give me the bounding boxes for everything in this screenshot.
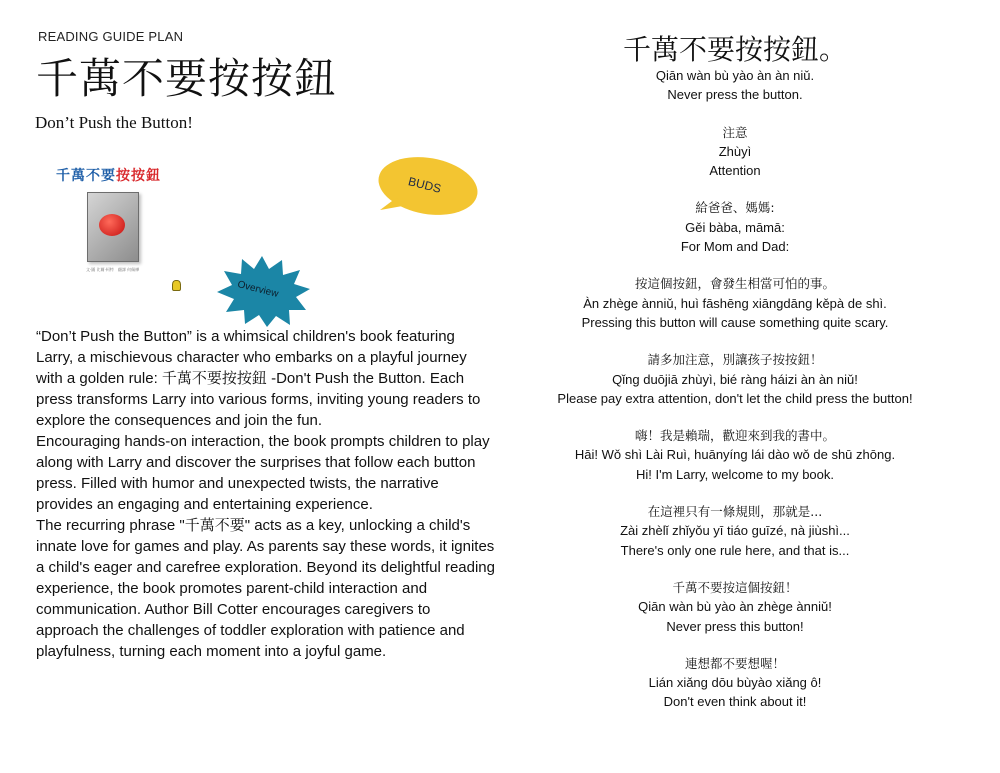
phrase-pinyin: Qiān wàn bù yào àn zhège ànniǔ!	[638, 599, 832, 615]
phrase-pinyin: Àn zhège ànniǔ, huì fāshēng xiāngdāng kěpà de shì.	[583, 295, 887, 311]
larry-figure-icon	[172, 280, 181, 291]
buds-label: BUDS	[406, 174, 443, 196]
phrase-pinyin: Qiān wàn bù yào àn àn niǔ.	[655, 68, 815, 83]
overview-body	[36, 326, 496, 662]
cover-credits: 文‧圖 比爾‧柯特 翻譯 何佩樺	[86, 267, 140, 272]
cover-title	[56, 165, 161, 185]
phrase-chinese: 在這裡只有一條規則，那就是...	[647, 504, 823, 520]
overview-paragraph-2: Encouraging hands-on interaction, the book prompts children to play along with Larry and discover the surprises that follow each button press. Filled with humor and unexpected twists, the narrative provides an engaging and entertaining experience.	[36, 433, 490, 513]
phrase-pinyin: Zài zhèlǐ zhǐyǒu yī tiáo guīzé, nà jiùshì...	[620, 523, 850, 539]
phrase-stanza	[530, 502, 940, 560]
phrase-stanza	[530, 350, 940, 408]
phrase-chinese: 給爸爸、媽媽:	[695, 200, 775, 216]
phrase-pinyin: Hāi! Wǒ shì Lài Ruì, huānyíng lái dào wǒ de shū zhōng.	[574, 447, 896, 463]
cover-title-blue: 千萬不要	[56, 168, 116, 184]
phrase-english: Hi! I'm Larry, welcome to my book.	[635, 466, 834, 482]
phrase-chinese: 連想都不要想喔！	[684, 655, 785, 671]
phrase-pinyin: Gěi bàba, māmā:	[685, 219, 785, 235]
phrase-english: There's only one rule here, and that is...	[620, 542, 850, 558]
phrase-chinese: 請多加注意，別讓孩子按按鈕！	[647, 352, 823, 368]
phrase-stanza	[530, 426, 940, 484]
phrase-english: Never press the button.	[667, 87, 803, 103]
buds-speech-bubble	[368, 150, 486, 220]
phrase-english: Never press this button!	[666, 618, 804, 634]
phrase-stanza	[530, 274, 940, 332]
phrase-pinyin: Lián xiǎng dōu bùyào xiǎng ô!	[648, 675, 822, 691]
phrase-chinese: 千萬不要按這個按鈕！	[672, 579, 798, 595]
phrase-chinese: 嗨！我是賴瑞，歡迎來到我的書中。	[634, 428, 835, 444]
cover-title-red: 按按鈕	[116, 168, 161, 184]
overview-paragraph-1: “Don’t Push the Button” is a whimsical children's book featuring Larry, a mischievous character who embarks on a playful journey with a golden rule: 千萬不要按按鈕 -Don't Push the Button. Each press transforms Larry into various forms, inviting young readers to explore the consequences and join the fun.	[36, 328, 481, 429]
phrase-english: Attention	[709, 163, 761, 179]
overview-starburst	[212, 254, 312, 328]
phrase-stanza	[530, 578, 940, 636]
page-title-english: Don’t Push the Button!	[35, 113, 193, 132]
phrase-english: Pressing this button will cause something quite scary.	[581, 314, 889, 330]
red-button-illustration	[99, 214, 125, 236]
phrase-stanza	[530, 66, 940, 105]
phrase-chinese: 注意	[722, 124, 748, 140]
guide-title: 千萬不要按按鈕。	[622, 33, 847, 66]
phrase-stanza	[530, 198, 940, 256]
phrase-pinyin: Qǐng duōjiā zhùyì, bié ràng háizi àn àn niǔ!	[612, 371, 858, 387]
phrase-pinyin: Zhùyì	[718, 143, 752, 159]
phrase-english: For Mom and Dad:	[680, 239, 790, 255]
phrase-english: Don't even think about it!	[663, 694, 807, 710]
page-title-chinese: 千萬不要按按鈕	[36, 54, 338, 103]
phrase-chinese: 按這個按鈕，會發生相當可怕的事。	[634, 276, 835, 292]
overview-label: Overview	[236, 279, 280, 300]
phrase-english: Please pay extra attention, don't let the child press the button!	[557, 390, 913, 406]
overview-paragraph-3: The recurring phrase "千萬不要" acts as a key, unlocking a child's innate love for games and play. As parents say these words, it ignites a child's eager and carefree exploration. Beyond its delightful reading experience, the book promotes parent-child interaction and communication. Author Bill Cotter encourages caregivers to approach the challenges of toddler exploration with patience and playfulness, turning each moment into a joyful game.	[36, 517, 495, 660]
phrase-list	[530, 66, 940, 730]
phrase-stanza	[530, 654, 940, 712]
right-column	[530, 0, 940, 773]
cover-button-box	[87, 192, 139, 262]
section-kicker: READING GUIDE PLAN	[38, 29, 184, 44]
book-cover-image	[52, 160, 187, 300]
phrase-stanza	[530, 123, 940, 181]
